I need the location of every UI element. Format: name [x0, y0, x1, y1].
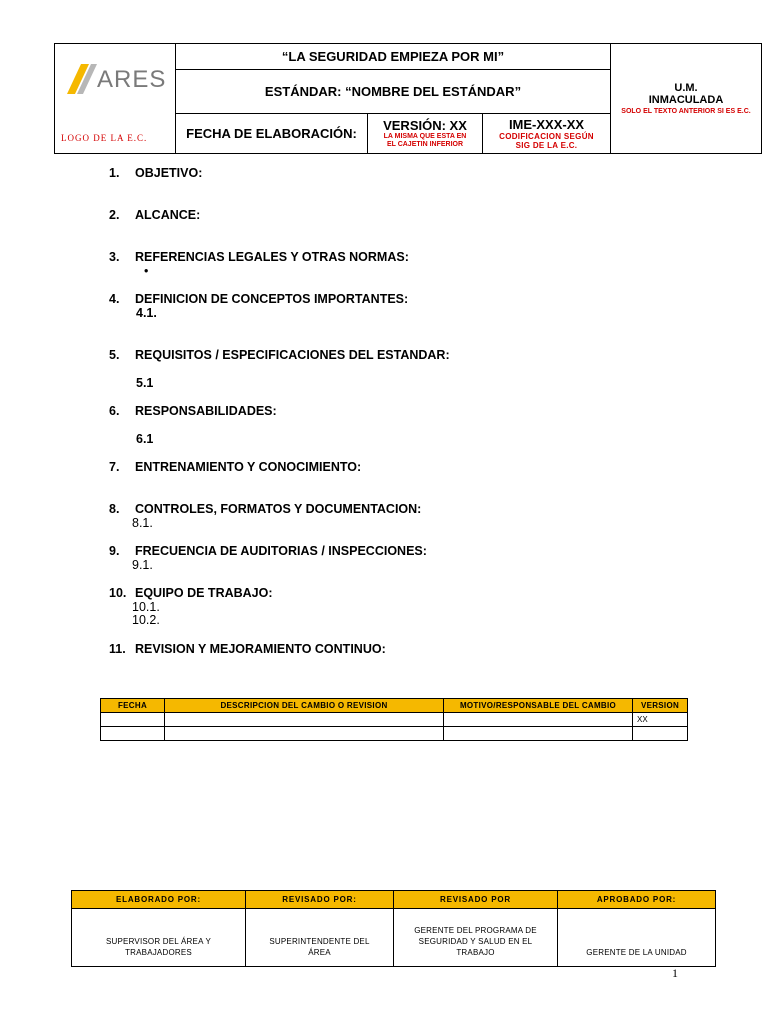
revision-table	[100, 698, 688, 741]
section-10-1: 10.1.	[132, 600, 160, 614]
section-10: 10. EQUIPO DE TRABAJO:	[109, 586, 273, 600]
section-2: 2. ALCANCE:	[109, 208, 201, 222]
section-7: 7. ENTRENAMIENTO Y CONOCIMIENTO:	[109, 460, 362, 474]
table-row	[101, 727, 688, 741]
section-5-1: 5.1	[136, 376, 154, 390]
fecha-label: FECHA DE ELABORACIÓN:	[176, 114, 368, 153]
unit-cell	[611, 44, 762, 154]
rev-cell	[633, 727, 688, 741]
unit-line2: INMACULADA	[648, 93, 724, 106]
page-number: 1	[672, 966, 678, 980]
section-8-1: 8.1.	[132, 516, 153, 530]
code-note: CODIFICACION SEGÚN SIG DE LA E.C.	[499, 131, 594, 150]
unit-note: SOLO EL TEXTO ANTERIOR SI ES E.C.	[621, 107, 751, 115]
section-6: 6. RESPONSABILIDADES:	[109, 404, 277, 418]
signature-table	[71, 890, 716, 967]
version-note: LA MISMA QUE ESTA EN EL CAJETIN INFERIOR	[383, 132, 467, 148]
section-5: 5. REQUISITOS / ESPECIFICACIONES DEL ESTANDAR:	[109, 348, 450, 362]
rev-header-descripcion: DESCRIPCION DEL CAMBIO O REVISION	[165, 699, 444, 713]
ares-logo-icon	[67, 62, 97, 96]
version-cell	[368, 114, 483, 153]
unit-line1: U.M.	[674, 81, 698, 94]
section-1: 1. OBJETIVO:	[109, 166, 203, 180]
table-row	[101, 713, 688, 727]
section-4-1: 4.1.	[136, 306, 157, 320]
sig-revisado-1: SUPERINTENDENTE DEL ÁREA	[246, 909, 394, 967]
rev-cell	[101, 727, 165, 741]
logo-text: ARES	[97, 66, 167, 93]
rev-cell	[444, 713, 633, 727]
signature-table-row	[72, 909, 716, 967]
section-11: 11. REVISION Y MEJORAMIENTO CONTINUO:	[109, 642, 386, 656]
section-6-1: 6.1	[136, 432, 154, 446]
section-3-bullet: •	[144, 264, 149, 278]
sig-aprobado: GERENTE DE LA UNIDAD	[558, 909, 716, 967]
section-9: 9. FRECUENCIA DE AUDITORIAS / INSPECCIONES:	[109, 544, 427, 558]
section-9-1: 9.1.	[132, 558, 153, 572]
rev-header-version: VERSION	[633, 699, 688, 713]
standard-title: ESTÁNDAR: “NOMBRE DEL ESTÁNDAR”	[176, 70, 611, 114]
rev-header-motivo: MOTIVO/RESPONSABLE DEL CAMBIO	[444, 699, 633, 713]
sig-revisado-2: GERENTE DEL PROGRAMA DE SEGURIDAD Y SALUD EN EL TRABAJO	[394, 909, 558, 967]
logo-caption: LOGO DE LA E.C.	[61, 133, 148, 143]
code-label: IME-XXX-XX	[508, 116, 585, 132]
sig-header-revisado-1: REVISADO POR:	[246, 891, 394, 909]
code-cell	[483, 114, 610, 153]
logo-cell	[55, 44, 176, 154]
rev-cell	[165, 727, 444, 741]
sig-header-revisado-2: REVISADO POR	[394, 891, 558, 909]
rev-cell	[165, 713, 444, 727]
rev-header-fecha: FECHA	[101, 699, 165, 713]
document-header	[54, 43, 762, 154]
rev-cell	[101, 713, 165, 727]
signature-table-header	[72, 891, 716, 909]
header-meta-row	[176, 114, 611, 154]
version-label: VERSIÓN: XX	[383, 117, 467, 133]
rev-cell	[444, 727, 633, 741]
slogan: “LA SEGURIDAD EMPIEZA POR MI”	[176, 44, 611, 70]
rev-cell-version: XX	[633, 713, 688, 727]
section-3: 3. REFERENCIAS LEGALES Y OTRAS NORMAS:	[109, 250, 409, 264]
revision-table-header	[101, 699, 688, 713]
sig-header-elaborado: ELABORADO POR:	[72, 891, 246, 909]
section-4: 4. DEFINICION DE CONCEPTOS IMPORTANTES:	[109, 292, 409, 306]
sig-elaborado: SUPERVISOR DEL ÁREA Y TRABAJADORES	[72, 909, 246, 967]
sig-header-aprobado: APROBADO POR:	[558, 891, 716, 909]
section-8: 8. CONTROLES, FORMATOS Y DOCUMENTACION:	[109, 502, 422, 516]
section-10-2: 10.2.	[132, 613, 160, 627]
